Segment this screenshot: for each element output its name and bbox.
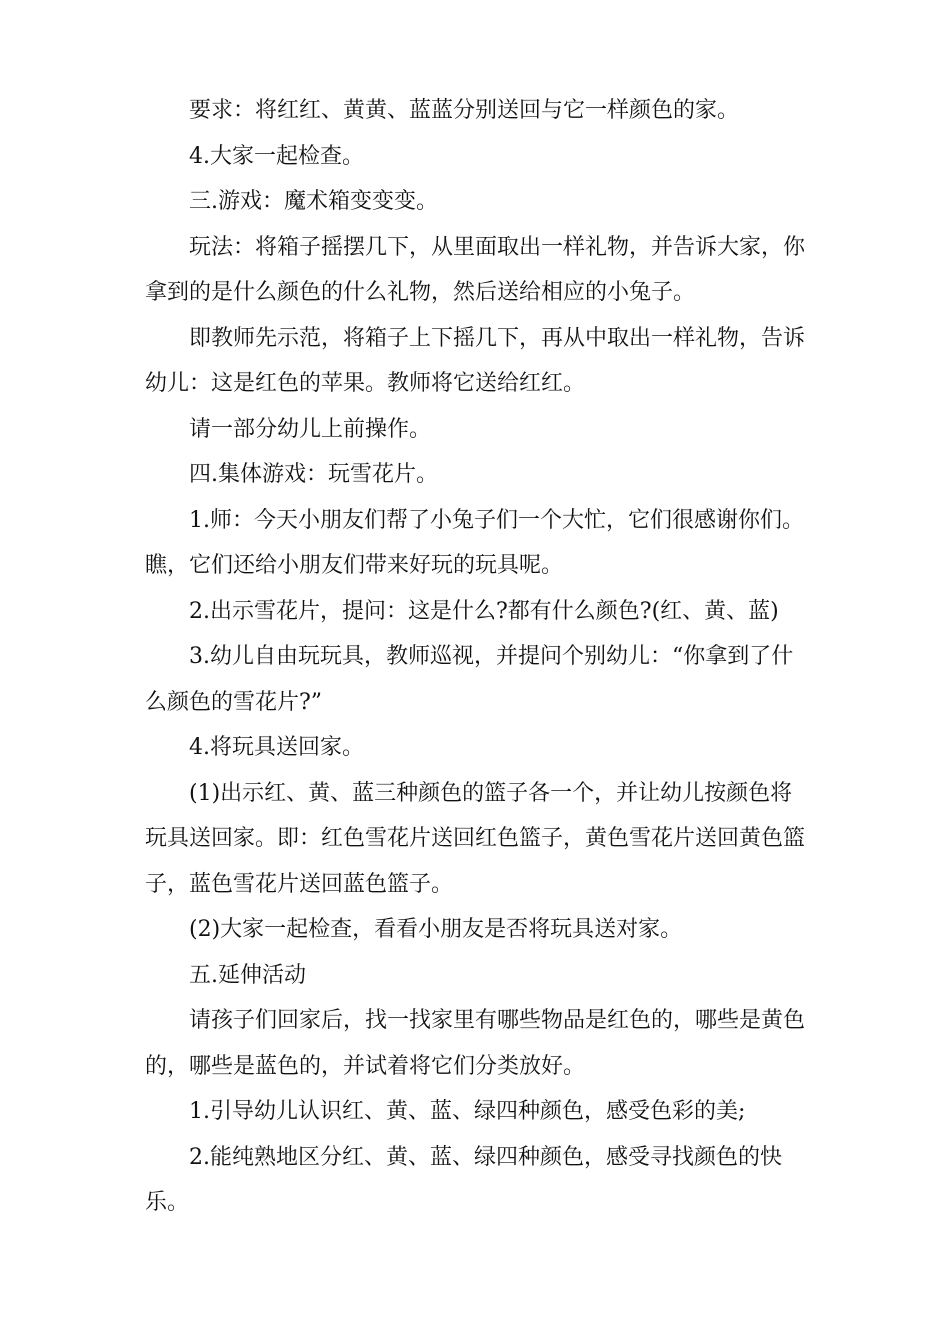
paragraph-substep-1-baskets: (1)出示红、黄、蓝三种颜色的篮子各一个，并让幼儿按颜色将玩具送回家。即：红色雪花片送回红色篮子，黄色雪花片送回黄色篮子，蓝色雪花片送回蓝色篮子。 (145, 780, 806, 897)
paragraph-gameplay: 玩法：将箱子摇摆几下，从里面取出一样礼物，并告诉大家，你拿到的是什么颜色的什么礼物，然后送给相应的小兔子。 (145, 234, 806, 305)
section-heading-group-game: 四.集体游戏：玩雪花片。 (189, 462, 438, 487)
paragraph-substep-2-check: (2)大家一起检查，看看小朋友是否将玩具送对家。 (189, 917, 683, 942)
paragraph-step-3-free-play: 3.幼儿自由玩玩具，教师巡视，并提问个别幼儿：“你拿到了什么颜色的雪花片?” (145, 644, 794, 715)
paragraph-step-4-return-toys: 4.将玩具送回家。 (189, 735, 364, 760)
paragraph-teacher-demo: 即教师先示范，将箱子上下摇几下，再从中取出一样礼物，告诉幼儿：这是红色的苹果。教师将它送给红红。 (145, 325, 806, 396)
paragraph-goal-1: 1.引导幼儿认识红、黄、蓝、绿四种颜色，感受色彩的美; (189, 1099, 746, 1124)
paragraph-step-2-show-snowflakes: 2.出示雪花片，提问：这是什么?都有什么颜色?(红、黄、蓝) (189, 598, 779, 624)
paragraph-children-operate: 请一部分幼儿上前操作。 (189, 416, 432, 442)
paragraph-extension-homework: 请孩子们回家后，找一找家里有哪些物品是红色的，哪些是黄色的，哪些是蓝色的，并试着将它们分类放好。 (145, 1008, 806, 1079)
section-heading-extension: 五.延伸活动 (189, 962, 306, 988)
paragraph-requirement: 要求：将红红、黄黄、蓝蓝分别送回与它一样颜色的家。 (189, 98, 740, 123)
paragraph-goal-2: 2.能纯熟地区分红、黄、蓝、绿四种颜色，感受寻找颜色的快乐。 (145, 1144, 782, 1215)
paragraph-step-1-teacher: 1.师：今天小朋友们帮了小兔子们一个大忙，它们很感谢你们。瞧，它们还给小朋友们带来好玩的玩具呢。 (145, 507, 804, 578)
paragraph-step-4-check: 4.大家一起检查。 (189, 143, 364, 169)
document-body (145, 88, 810, 1226)
section-heading-magic-box-game: 三.游戏：魔术箱变变变。 (189, 189, 438, 214)
